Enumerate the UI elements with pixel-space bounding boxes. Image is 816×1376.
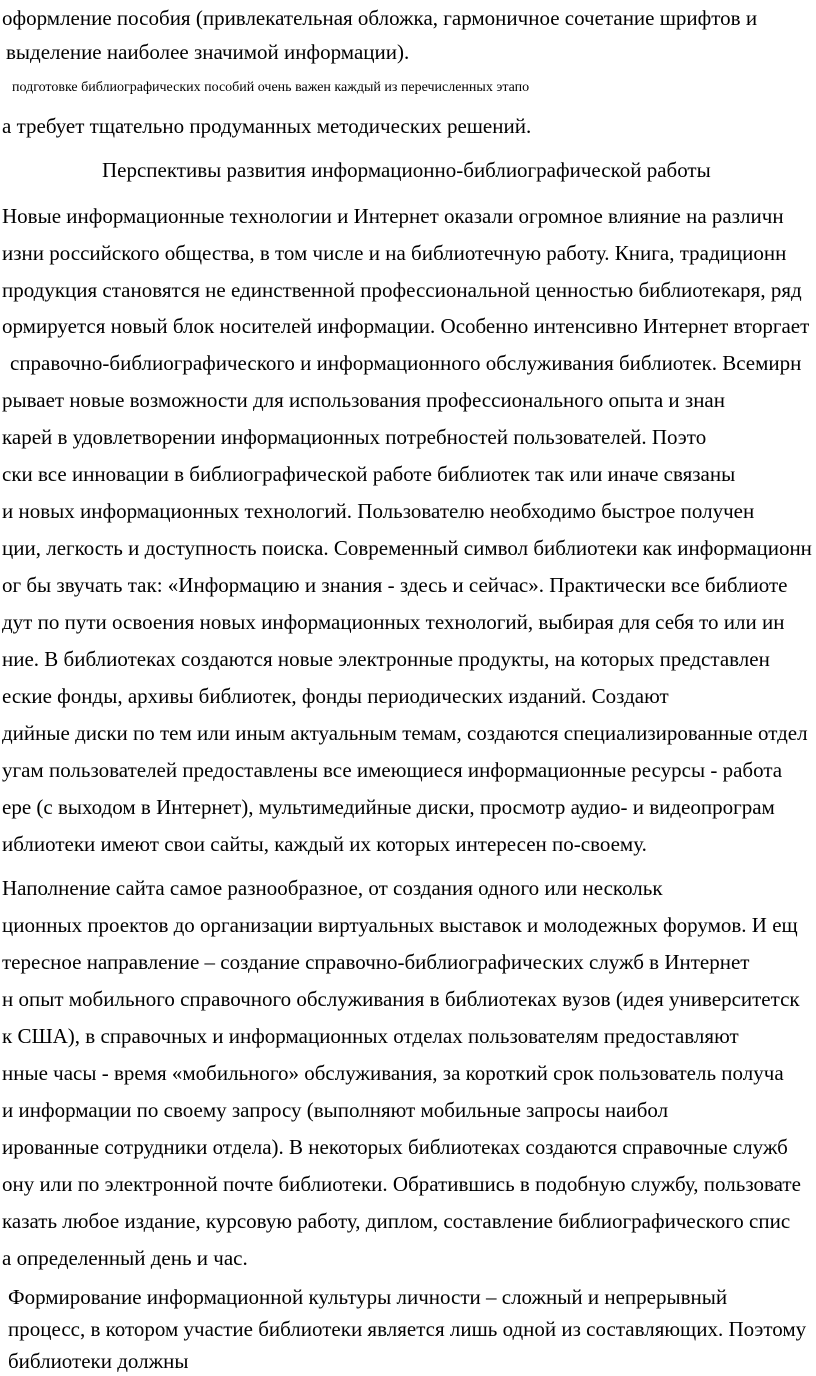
text-line: ционных проектов до организации виртуальных выставок и молодежных форумов. И ещ (2, 913, 798, 937)
text-line: тересное направление – создание справочно-библиографических служб в Интернет (2, 950, 750, 974)
text-line: еские фонды, архивы библиотек, фонды периодических изданий. Создают (2, 684, 669, 708)
text-line: рывает новые возможности для использования профессионального опыта и знан (2, 388, 725, 412)
section-heading: Перспективы развития информационно-библиографической работы (102, 158, 711, 182)
text-line: и новых информационных технологий. Пользователю необходимо быстрое получен (2, 499, 755, 523)
text-line: оформление пособия (привлекательная обложка, гармоничное сочетание шрифтов и (2, 6, 758, 30)
text-line: Наполнение сайта самое разнообразное, от создания одного или нескольк (2, 876, 663, 900)
text-line: изни российского общества, в том числе и на библиотечную работу. Книга, традиционн (2, 241, 787, 265)
text-line: Новые информационные технологии и Интернет оказали огромное влияние на различн (2, 204, 784, 228)
text-line: а требует тщательно продуманных методических решений. (2, 114, 532, 138)
text-line: карей в удовлетворении информационных потребностей пользователей. Поэто (2, 425, 707, 449)
text-line: продукция становятся не единственной профессиональной ценностью библиотекаря, ряд (2, 278, 802, 302)
text-line: н опыт мобильного справочного обслуживания в библиотеках вузов (идея университетск (2, 987, 800, 1011)
text-line: библиотеки должны (8, 1349, 189, 1373)
text-line: а определенный день и час. (2, 1246, 248, 1270)
text-line: ормируется новый блок носителей информации. Особенно интенсивно Интернет вторгает (2, 314, 810, 338)
text-line: и информации по своему запросу (выполняют мобильные запросы наибол (2, 1098, 669, 1122)
text-line: дийные диски по тем или иным актуальным темам, создаются специализированные отдел (2, 721, 808, 745)
text-line: Формирование информационной культуры личности – сложный и непрерывный (8, 1285, 728, 1309)
text-line: ции, легкость и доступность поиска. Современный символ библиотеки как информационн (2, 536, 812, 560)
text-line: иблиотеки имеют свои сайты, каждый их которых интересен по-своему. (2, 832, 647, 856)
text-line: ние. В библиотеках создаются новые электронные продукты, на которых представлен (2, 647, 770, 671)
text-line: ированные сотрудники отдела). В некоторых библиотеках создаются справочные служб (2, 1135, 788, 1159)
text-line: выделение наиболее значимой информации). (6, 40, 410, 64)
text-line: угам пользователей предоставлены все имеющиеся информационные ресурсы - работа (2, 758, 783, 782)
text-line: ог бы звучать так: «Информацию и знания - здесь и сейчас». Практически все библиоте (2, 573, 788, 597)
text-line: подготовке библиографических пособий очень важен каждый из перечисленных этапо (12, 80, 530, 95)
text-line: казать любое издание, курсовую работу, диплом, составление библиографического спис (2, 1209, 791, 1233)
text-line: ону или по электронной почте библиотеки. Обратившись в подобную службу, пользовате (2, 1172, 801, 1196)
text-line: дут по пути освоения новых информационных технологий, выбирая для себя то или ин (2, 610, 785, 634)
text-line: ере (с выходом в Интернет), мультимедийные диски, просмотр аудио- и видеопрограм (2, 795, 775, 819)
text-line: нные часы - время «мобильного» обслуживания, за короткий срок пользователь получа (2, 1061, 784, 1085)
text-line: процесс, в котором участие библиотеки является лишь одной из составляющих. Поэтому (8, 1317, 807, 1341)
text-line: ски все инновации в библиографической работе библиотек так или иначе связаны (2, 462, 736, 486)
text-line: к США), в справочных и информационных отделах пользователям предоставляют (2, 1024, 739, 1048)
text-line: справочно-библиографического и информационного обслуживания библиотек. Всемирн (10, 351, 802, 375)
